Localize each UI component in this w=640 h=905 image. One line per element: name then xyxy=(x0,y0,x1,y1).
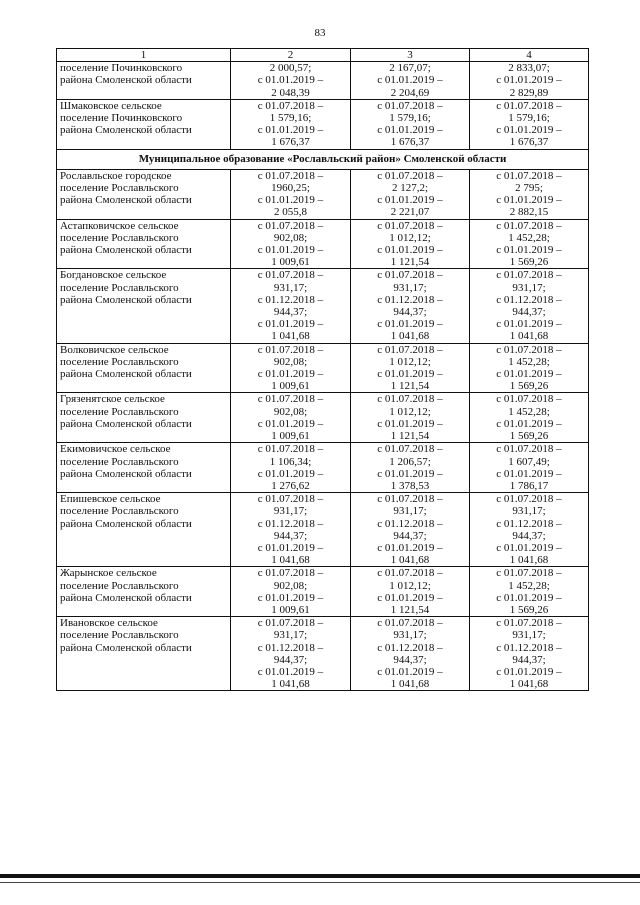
tariff-line: с 01.07.2018 – xyxy=(377,269,443,282)
section-row xyxy=(57,149,589,169)
tariff-line: с 01.01.2019 – xyxy=(257,74,324,87)
tariff-line: 1 786,17 xyxy=(509,479,549,492)
tariff-line: 1 041,68 xyxy=(509,554,549,567)
tariff-cell-col4 xyxy=(470,567,589,617)
tariff-line: 1 579,16; xyxy=(389,112,431,125)
settlement-name-line: района Смоленской области xyxy=(60,124,192,137)
tariff-line: 2 204,69 xyxy=(390,86,430,99)
tariff-cell-col4 xyxy=(470,169,589,219)
tariff-line: с 01.01.2019 – xyxy=(377,244,443,257)
settlement-name-line: Грязенятское сельское xyxy=(60,393,165,406)
settlement-name-line: поселение Рославльского xyxy=(60,355,179,368)
tariff-line: 1 121,54 xyxy=(390,256,430,269)
tariff-line: 902,08; xyxy=(273,355,308,368)
tariff-line: 931,17; xyxy=(512,281,546,294)
settlement-name-line: поселение Рославльского xyxy=(60,281,179,294)
tariff-line: 902,08; xyxy=(273,579,308,592)
tariff-line: 1 041,68 xyxy=(390,330,430,343)
tariff-cell-col4 xyxy=(470,62,589,100)
tariff-line: с 01.07.2018 – xyxy=(257,393,324,406)
tariff-line: с 01.07.2018 – xyxy=(257,99,324,112)
table-row xyxy=(57,493,589,567)
tariff-line: 1 012,12; xyxy=(389,405,431,418)
tariff-line: 2 221,07 xyxy=(390,206,430,219)
tariff-line: 1 106,34; xyxy=(269,455,312,468)
tariff-cell-col4 xyxy=(470,493,589,567)
tariff-line: с 01.01.2019 – xyxy=(377,467,443,480)
table-row xyxy=(57,99,589,149)
tariff-line: с 01.01.2019 – xyxy=(496,591,562,604)
settlement-name-line: поселение Рославльского xyxy=(60,579,179,592)
tariff-line: с 01.07.2018 – xyxy=(377,343,443,356)
tariff-line: 1 378,53 xyxy=(390,479,430,492)
tariff-line: с 01.07.2018 – xyxy=(496,269,562,282)
tariff-line: с 01.07.2018 – xyxy=(257,493,324,506)
section-title: Муниципальное образование «Рославльский район» Смоленской области xyxy=(57,149,589,169)
tariff-cell-col4 xyxy=(470,393,589,443)
tariff-line: 1 206,57; xyxy=(389,455,431,468)
tariff-line: с 01.07.2018 – xyxy=(377,567,443,580)
settlement-name-cell xyxy=(57,493,231,567)
tariff-line: 1 041,68 xyxy=(390,678,430,691)
settlement-name-cell xyxy=(57,567,231,617)
table-row xyxy=(57,393,589,443)
tariff-cell-col2 xyxy=(231,343,351,393)
settlement-name-line: Богдановское сельское xyxy=(60,269,167,282)
tariff-line: с 01.07.2018 – xyxy=(377,169,443,182)
tariff-cell-col2 xyxy=(231,219,351,269)
tariff-line: с 01.01.2019 – xyxy=(257,541,324,554)
settlement-name-cell xyxy=(57,443,231,493)
tariff-cell-col4 xyxy=(470,99,589,149)
tariff-line: с 01.12.2018 – xyxy=(496,641,562,654)
settlement-name-line: Шмаковское сельское xyxy=(60,99,162,112)
tariff-line: 1 569,26 xyxy=(509,430,549,443)
tariff-line: с 01.01.2019 – xyxy=(496,417,562,430)
tariff-cell-col2 xyxy=(231,493,351,567)
table-row xyxy=(57,269,589,343)
page-number: 83 xyxy=(314,27,326,39)
tariff-line: 2 048,39 xyxy=(271,86,310,99)
tariff-line: 931,17; xyxy=(273,505,308,518)
tariff-line: с 01.07.2018 – xyxy=(257,443,324,456)
tariff-line: с 01.07.2018 – xyxy=(257,343,324,356)
settlement-name-line: поселение Рославльского xyxy=(60,405,179,418)
tariff-line: 1 676,37 xyxy=(271,136,310,149)
tariff-table xyxy=(56,48,589,691)
tariff-line: 1 041,68 xyxy=(509,330,549,343)
tariff-line: 1 276,62 xyxy=(271,479,310,492)
tariff-line: с 01.01.2019 – xyxy=(496,665,562,678)
tariff-line: 2 167,07; xyxy=(389,62,431,75)
tariff-cell-col3 xyxy=(351,617,470,691)
tariff-line: с 01.01.2019 – xyxy=(496,74,562,87)
tariff-cell-col2 xyxy=(231,567,351,617)
tariff-line: с 01.07.2018 – xyxy=(377,393,443,406)
tariff-line: 1 569,26 xyxy=(509,256,549,269)
tariff-line: 1960,25; xyxy=(271,182,310,195)
tariff-line: с 01.01.2019 – xyxy=(257,591,324,604)
tariff-line: с 01.12.2018 – xyxy=(496,517,562,530)
settlement-name-line: поселение Рославльского xyxy=(60,505,179,518)
column-header: 2 xyxy=(231,49,351,62)
settlement-name-line: района Смоленской области xyxy=(60,517,192,530)
settlement-name-cell xyxy=(57,343,231,393)
tariff-line: 1 452,28; xyxy=(508,405,550,418)
tariff-line: 1 452,28; xyxy=(508,579,550,592)
bottom-rule-thin xyxy=(0,882,640,883)
tariff-line: с 01.12.2018 – xyxy=(496,293,562,306)
settlement-name-line: Рославльское городское xyxy=(60,169,172,182)
tariff-line: с 01.12.2018 – xyxy=(377,641,443,654)
tariff-line: 1 041,68 xyxy=(390,554,430,567)
tariff-line: 1 121,54 xyxy=(390,603,430,616)
tariff-line: с 01.07.2018 – xyxy=(496,493,562,506)
table-row xyxy=(57,169,589,219)
tariff-line: с 01.07.2018 – xyxy=(377,219,443,232)
tariff-line: с 01.07.2018 – xyxy=(257,219,324,232)
tariff-line: 2 882,15 xyxy=(509,206,549,219)
settlement-name-cell xyxy=(57,617,231,691)
tariff-line: 1 569,26 xyxy=(509,380,549,393)
settlement-name-line: Екимовичское сельское xyxy=(60,443,171,456)
tariff-line: 944,37; xyxy=(512,306,546,319)
tariff-line: с 01.12.2018 – xyxy=(377,293,443,306)
tariff-line: 1 009,61 xyxy=(271,430,310,443)
tariff-line: 1 041,68 xyxy=(271,554,310,567)
tariff-line: 944,37; xyxy=(273,306,308,319)
tariff-line: 944,37; xyxy=(273,529,308,542)
tariff-cell-col4 xyxy=(470,343,589,393)
tariff-line: с 01.07.2018 – xyxy=(496,219,562,232)
tariff-line: 944,37; xyxy=(393,529,427,542)
settlement-name-line: района Смоленской области xyxy=(60,467,192,480)
tariff-line: с 01.01.2019 – xyxy=(257,417,324,430)
tariff-line: 931,17; xyxy=(273,629,308,642)
tariff-cell-col3 xyxy=(351,99,470,149)
settlement-name-line: района Смоленской области xyxy=(60,74,192,87)
tariff-line: с 01.01.2019 – xyxy=(377,541,443,554)
tariff-cell-col3 xyxy=(351,269,470,343)
tariff-line: с 01.07.2018 – xyxy=(257,617,324,630)
tariff-line: 1 569,26 xyxy=(509,603,549,616)
tariff-line: 2 000,57; xyxy=(269,62,312,75)
tariff-line: с 01.01.2019 – xyxy=(257,244,324,257)
tariff-line: с 01.07.2018 – xyxy=(496,393,562,406)
tariff-line: 1 009,61 xyxy=(271,256,310,269)
settlement-name-line: Жарынское сельское xyxy=(60,567,157,580)
tariff-line: с 01.01.2019 – xyxy=(496,467,562,480)
tariff-line: с 01.01.2019 – xyxy=(496,541,562,554)
tariff-line: с 01.07.2018 – xyxy=(377,493,443,506)
tariff-line: 944,37; xyxy=(393,653,427,666)
tariff-line: с 01.01.2019 – xyxy=(257,318,324,331)
settlement-name-line: района Смоленской области xyxy=(60,244,192,257)
table-row xyxy=(57,62,589,100)
tariff-cell-col3 xyxy=(351,343,470,393)
tariff-line: с 01.01.2019 – xyxy=(257,368,324,381)
tariff-line: с 01.07.2018 – xyxy=(257,269,324,282)
tariff-cell-col3 xyxy=(351,169,470,219)
settlement-name-line: района Смоленской области xyxy=(60,293,192,306)
bottom-rule-thick xyxy=(0,874,640,878)
tariff-line: с 01.07.2018 – xyxy=(377,99,443,112)
tariff-line: 1 012,12; xyxy=(389,231,431,244)
tariff-line: 1 009,61 xyxy=(271,380,310,393)
tariff-cell-col4 xyxy=(470,219,589,269)
tariff-cell-col4 xyxy=(470,269,589,343)
tariff-line: 931,17; xyxy=(393,505,427,518)
tariff-line: с 01.07.2018 – xyxy=(496,169,562,182)
tariff-line: 944,37; xyxy=(393,306,427,319)
settlement-name-line: поселение Починковского xyxy=(60,62,183,75)
tariff-line: 944,37; xyxy=(512,653,546,666)
settlement-name-line: района Смоленской области xyxy=(60,591,192,604)
tariff-line: 2 795; xyxy=(515,182,543,195)
tariff-cell-col3 xyxy=(351,493,470,567)
tariff-line: с 01.12.2018 – xyxy=(257,641,324,654)
tariff-line: 931,17; xyxy=(393,281,427,294)
tariff-line: с 01.01.2019 – xyxy=(496,318,562,331)
tariff-line: 1 121,54 xyxy=(390,380,430,393)
tariff-line: 931,17; xyxy=(393,629,427,642)
tariff-cell-col2 xyxy=(231,393,351,443)
settlement-name-line: района Смоленской области xyxy=(60,417,192,430)
settlement-name-cell xyxy=(57,62,231,100)
tariff-cell-col4 xyxy=(470,443,589,493)
table-row xyxy=(57,443,589,493)
tariff-line: 2 055,8 xyxy=(274,206,307,219)
tariff-line: 2 829,89 xyxy=(509,86,549,99)
tariff-line: 902,08; xyxy=(273,231,308,244)
tariff-line: 1 676,37 xyxy=(509,136,549,149)
tariff-line: с 01.01.2019 – xyxy=(496,368,562,381)
tariff-line: с 01.01.2019 – xyxy=(377,665,443,678)
settlement-name-line: Астапковичское сельское xyxy=(60,219,179,232)
tariff-line: с 01.07.2018 – xyxy=(496,617,562,630)
tariff-line: 944,37; xyxy=(273,653,308,666)
tariff-cell-col2 xyxy=(231,169,351,219)
settlement-name-line: района Смоленской области xyxy=(60,368,192,381)
tariff-cell-col2 xyxy=(231,617,351,691)
settlement-name-line: Епишевское сельское xyxy=(60,493,161,506)
tariff-line: с 01.07.2018 – xyxy=(257,567,324,580)
settlement-name-cell xyxy=(57,219,231,269)
settlement-name-line: поселение Рославльского xyxy=(60,629,179,642)
table-row xyxy=(57,567,589,617)
tariff-line: 2 127,2; xyxy=(391,182,429,195)
tariff-line: с 01.01.2019 – xyxy=(377,74,443,87)
table-row xyxy=(57,617,589,691)
tariff-cell-col2 xyxy=(231,443,351,493)
tariff-line: с 01.01.2019 – xyxy=(377,591,443,604)
tariff-line: 1 579,16; xyxy=(269,112,312,125)
table-row xyxy=(57,343,589,393)
tariff-line: с 01.01.2019 – xyxy=(377,318,443,331)
tariff-cell-col3 xyxy=(351,567,470,617)
column-header: 3 xyxy=(351,49,470,62)
column-header: 4 xyxy=(470,49,589,62)
tariff-line: с 01.12.2018 – xyxy=(257,517,324,530)
tariff-line: с 01.07.2018 – xyxy=(257,169,324,182)
tariff-line: с 01.01.2019 – xyxy=(377,417,443,430)
tariff-line: 1 607,49; xyxy=(508,455,550,468)
table-row xyxy=(57,219,589,269)
tariff-line: 1 676,37 xyxy=(390,136,430,149)
tariff-line: с 01.01.2019 – xyxy=(257,665,324,678)
tariff-line: с 01.01.2019 – xyxy=(257,467,324,480)
column-header: 1 xyxy=(57,49,231,62)
tariff-line: с 01.07.2018 – xyxy=(496,567,562,580)
tariff-line: 1 579,16; xyxy=(508,112,550,125)
tariff-line: 931,17; xyxy=(512,505,546,518)
settlement-name-line: Ивановское сельское xyxy=(60,617,158,630)
tariff-line: с 01.07.2018 – xyxy=(496,343,562,356)
tariff-line: с 01.12.2018 – xyxy=(257,293,324,306)
tariff-line: с 01.12.2018 – xyxy=(377,517,443,530)
tariff-line: 1 012,12; xyxy=(389,355,431,368)
tariff-line: 931,17; xyxy=(512,629,546,642)
tariff-line: 1 012,12; xyxy=(389,579,431,592)
tariff-cell-col3 xyxy=(351,219,470,269)
tariff-line: 944,37; xyxy=(512,529,546,542)
settlement-name-cell xyxy=(57,393,231,443)
settlement-name-line: поселение Рославльского xyxy=(60,182,179,195)
tariff-line: 931,17; xyxy=(273,281,308,294)
tariff-line: 1 452,28; xyxy=(508,355,550,368)
tariff-line: 1 041,68 xyxy=(509,678,549,691)
tariff-line: 1 121,54 xyxy=(390,430,430,443)
tariff-line: с 01.01.2019 – xyxy=(257,124,324,137)
tariff-line: с 01.01.2019 – xyxy=(496,124,562,137)
tariff-line: 1 041,68 xyxy=(271,678,310,691)
tariff-line: 902,08; xyxy=(273,405,308,418)
tariff-cell-col2 xyxy=(231,99,351,149)
tariff-line: 2 833,07; xyxy=(508,62,550,75)
table-header-row xyxy=(57,49,589,62)
tariff-line: с 01.01.2019 – xyxy=(377,194,443,207)
settlement-name-cell xyxy=(57,99,231,149)
settlement-name-line: поселение Починковского xyxy=(60,112,183,125)
tariff-line: с 01.01.2019 – xyxy=(377,124,443,137)
tariff-cell-col3 xyxy=(351,62,470,100)
tariff-line: 1 041,68 xyxy=(271,330,310,343)
settlement-name-line: поселение Рославльского xyxy=(60,231,179,244)
tariff-line: с 01.01.2019 – xyxy=(496,194,562,207)
tariff-line: с 01.01.2019 – xyxy=(496,244,562,257)
settlement-name-line: Волковичское сельское xyxy=(60,343,169,356)
tariff-line: с 01.01.2019 – xyxy=(257,194,324,207)
tariff-line: с 01.01.2019 – xyxy=(377,368,443,381)
settlement-name-line: района Смоленской области xyxy=(60,641,192,654)
tariff-line: с 01.07.2018 – xyxy=(377,443,443,456)
tariff-cell-col3 xyxy=(351,393,470,443)
tariff-line: с 01.07.2018 – xyxy=(496,443,562,456)
tariff-cell-col2 xyxy=(231,62,351,100)
tariff-cell-col3 xyxy=(351,443,470,493)
settlement-name-cell xyxy=(57,169,231,219)
tariff-line: 1 452,28; xyxy=(508,231,550,244)
settlement-name-line: поселение Рославльского xyxy=(60,455,179,468)
settlement-name-line: района Смоленской области xyxy=(60,194,192,207)
tariff-line: с 01.07.2018 – xyxy=(377,617,443,630)
tariff-cell-col2 xyxy=(231,269,351,343)
tariff-cell-col4 xyxy=(470,617,589,691)
settlement-name-cell xyxy=(57,269,231,343)
tariff-line: с 01.07.2018 – xyxy=(496,99,562,112)
tariff-line: 1 009,61 xyxy=(271,603,310,616)
table-body xyxy=(57,49,589,691)
